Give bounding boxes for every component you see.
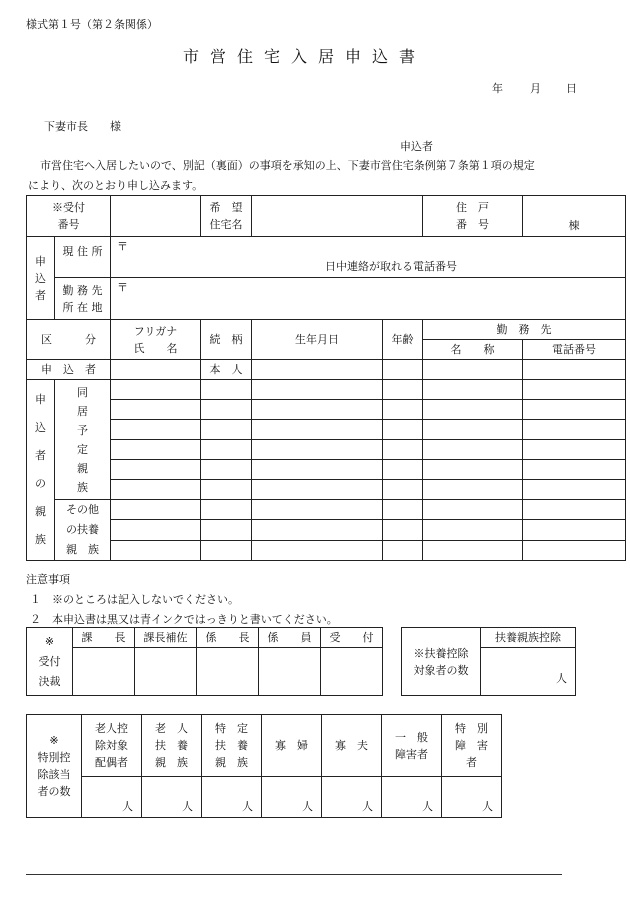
header-special-disabled: 特 別 障 害 者 [442, 715, 502, 777]
desired-housing-label: 希 望 住宅名 [201, 196, 252, 237]
applicant-label: 申込者 [400, 140, 433, 153]
addressee: 下妻市長 様 [44, 120, 121, 133]
form-number: 様式第１号（第２条関係） [26, 18, 158, 31]
relative-row [27, 480, 626, 500]
relative-row [27, 440, 626, 460]
header-elderly-spouse: 老人控 除対象 配偶者 [82, 715, 142, 777]
approval-stamp-box[interactable] [321, 648, 383, 696]
workplace-phone-header: 電話番号 [523, 340, 626, 360]
header-widower: 寡 夫 [322, 715, 382, 777]
applicant-age-field[interactable] [383, 360, 423, 380]
application-table [26, 195, 626, 561]
header-general-disabled: 一 般 障害者 [382, 715, 442, 777]
dependent-deduction-label: ※扶養控除 対象者の数 [402, 628, 481, 696]
workplace-address-label: 勤 務 先 所 在 地 [55, 278, 111, 320]
date-month: 月 [530, 82, 541, 95]
date-day: 日 [566, 82, 577, 95]
reception-approval-label: ※ 受付 決裁 [27, 628, 73, 696]
count-special-disabled[interactable]: 人 [442, 777, 502, 818]
other-dependents-label: その他 の扶養 親 族 [55, 500, 111, 561]
note-item-2: ２ 本申込書は黒又は青インクではっきりと書いてください。 [30, 613, 338, 626]
applicant-vertical-label: 申 込 者 [27, 237, 55, 320]
asterisk-mark: ※ [44, 634, 55, 648]
applicant-row-label: 申 込 者 [27, 360, 111, 380]
approval-stamp-box[interactable] [259, 648, 321, 696]
notes-title: 注意事項 [26, 573, 70, 586]
applicant-birthdate-field[interactable] [252, 360, 383, 380]
age-header: 年齢 [383, 320, 423, 360]
count-elderly-spouse[interactable]: 人 [82, 777, 142, 818]
cohabiting-relatives-label: 同 居 予 定 親 族 [55, 380, 111, 500]
count-specific-dependents[interactable]: 人 [202, 777, 262, 818]
count-general-disabled[interactable]: 人 [382, 777, 442, 818]
approval-header-section-chief: 課 長 [73, 628, 135, 648]
count-widow[interactable]: 人 [262, 777, 322, 818]
name-header: フリガナ 氏 名 [111, 320, 201, 360]
relative-row [27, 400, 626, 420]
approval-header-deputy-chief: 課長補佐 [135, 628, 197, 648]
body-text-line-1: 市営住宅へ入居したいので、別記（裏面）の事項を承知の上、下妻市営住宅条例第７条第１項の規定 [40, 159, 535, 172]
workplace-header: 勤 務 先 [423, 320, 626, 340]
approval-header-subsection-chief: 係 長 [197, 628, 259, 648]
unit-number-field[interactable] [523, 196, 626, 237]
workplace-address-field[interactable] [111, 278, 626, 320]
dependent-row [27, 540, 626, 560]
dependent-row [27, 500, 626, 520]
workplace-address-row [27, 278, 626, 320]
relatives-vertical-label: 申 込 者 の 親 族 [27, 380, 55, 561]
building-unit-label: 棟 [568, 219, 580, 232]
count-elderly-dependents[interactable]: 人 [142, 777, 202, 818]
current-address-field[interactable] [111, 237, 626, 278]
desired-housing-field[interactable] [252, 196, 423, 237]
applicant-row [27, 360, 626, 380]
current-address-label: 現 住 所 [55, 237, 111, 278]
applicant-relation: 本 人 [201, 360, 252, 380]
approval-header-staff: 係 員 [259, 628, 321, 648]
count-widower[interactable]: 人 [322, 777, 382, 818]
special-deduction-table [26, 714, 502, 818]
special-deduction-label: ※ 特別控 除該当 者の数 [27, 715, 82, 818]
relative-row [27, 460, 626, 480]
relative-row [27, 380, 626, 400]
postal-mark: 〒 [117, 240, 128, 253]
workplace-name-header: 名 称 [423, 340, 523, 360]
header-widow: 寡 婦 [262, 715, 322, 777]
approval-stamp-box[interactable] [135, 648, 197, 696]
postal-mark: 〒 [117, 281, 128, 294]
approval-stamp-box[interactable] [73, 648, 135, 696]
daytime-phone-label: 日中連絡が取れる電話番号 [325, 260, 457, 273]
reception-row [27, 196, 626, 237]
current-address-row [27, 237, 626, 278]
dependent-deduction-table [401, 627, 576, 696]
note-item-1: １ ※のところは記入しないでください。 [30, 593, 239, 606]
approval-stamp-box[interactable] [197, 648, 259, 696]
page-title: 市営住宅入居申込書 [183, 47, 427, 66]
body-text-line-2: により、次のとおり申し込みます。 [28, 179, 204, 192]
birthdate-header: 生年月日 [252, 320, 383, 360]
reception-number-field[interactable] [111, 196, 201, 237]
dependent-deduction-header: 扶養親族控除 [481, 628, 576, 648]
applicant-workplace-phone-field[interactable] [523, 360, 626, 380]
dependent-deduction-count[interactable]: 人 [481, 648, 576, 696]
header-row-1 [27, 320, 626, 340]
approval-header-reception: 受 付 [321, 628, 383, 648]
header-specific-dependents: 特 定 扶 養 親 族 [202, 715, 262, 777]
header-elderly-dependents: 老 人 扶 養 親 族 [142, 715, 202, 777]
category-header: 区 分 [27, 320, 111, 360]
footer-divider [26, 874, 562, 875]
date-year: 年 [492, 82, 503, 95]
relative-row [27, 420, 626, 440]
dependent-row [27, 520, 626, 540]
applicant-name-field[interactable] [111, 360, 201, 380]
applicant-workplace-name-field[interactable] [423, 360, 523, 380]
approval-table [26, 627, 383, 696]
relation-header: 続 柄 [201, 320, 252, 360]
unit-number-label: 住 戸 番 号 [423, 196, 523, 237]
reception-number-label: ※受付 番号 [27, 196, 111, 237]
